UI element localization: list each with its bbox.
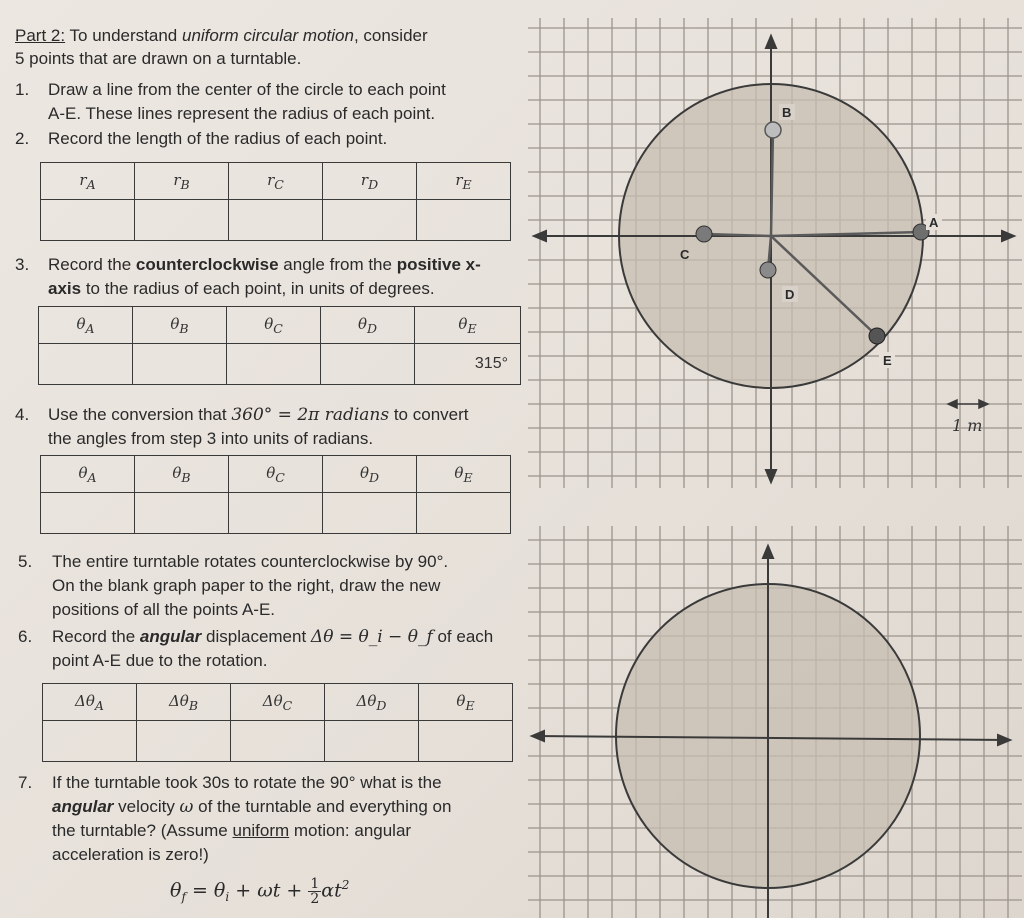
top-graph [528,18,1022,488]
step3-text-f: to the radius of each point, in units of degrees. [81,279,435,298]
header-thetaA-rad: $\theta_A$ [41,456,135,493]
step7-text-b: velocity [113,797,180,816]
cell-thetaB-deg[interactable] [133,344,227,385]
step7-line2 [52,795,451,819]
step7-text-uniform: uniform [232,821,290,840]
step1-num: 1. [15,80,30,99]
step7-text-e: the turntable? (Assume [52,821,233,840]
step7-text-a: angular [52,797,114,816]
step5-num: 5. [18,552,33,571]
cell-dthetaC[interactable] [231,721,325,762]
intro-text-a: To understand [65,26,182,45]
header-thetaD-deg: $\theta_D$ [321,307,415,344]
header-thetaD-rad: $\theta_D$ [323,456,417,493]
cell-thetaE-rad[interactable] [417,493,511,534]
label-b: B [782,105,792,120]
degrees-table [38,306,521,385]
scale-label: 1 m [952,416,983,435]
step3-text-b: counterclockwise [135,255,279,274]
point-d [760,262,776,278]
step6-text-b: angular [139,627,202,646]
header-thetaE-rad: $\theta_E$ [417,456,511,493]
intro-line-1 [15,24,428,47]
header-dthetaB: $\Delta\theta_B$ [137,684,231,721]
radians-table [40,455,511,534]
step2-num: 2. [15,129,30,148]
step5-line1: The entire turntable rotates counterclockwise by 90°. [52,552,449,571]
bottom-x-arrow-left [532,731,544,741]
header-rC: $r_C$ [229,163,323,200]
cell-dthetaA[interactable] [43,721,137,762]
cell-thetaE-disp[interactable] [419,721,513,762]
header-thetaA-deg: $\theta_A$ [39,307,133,344]
step7-num: 7. [18,773,33,792]
step3-text-c: angle from the [278,255,397,274]
header-thetaB-rad: $\theta_B$ [135,456,229,493]
point-b [765,122,781,138]
step4-num: 4. [15,405,30,424]
step3-num: 3. [15,255,30,274]
header-thetaE-disp: $\theta_E$ [419,684,513,721]
point-e [869,328,885,344]
step7-line1: If the turntable took 30s to rotate the 90° what is the [52,773,442,792]
cell-thetaE-deg[interactable]: 315° [415,344,521,385]
kinematics-equation: $\theta_f = \theta_i + \omega t$ + $\frac{1}{2}$ $\alpha t^2$ [170,875,350,907]
header-rD: $r_D$ [323,163,417,200]
step3-line1 [48,253,481,276]
step6-text-a: Record the [52,627,140,646]
y-axis-arrow-down [766,470,776,482]
label-a: A [929,215,939,230]
header-rA: $r_A$ [41,163,135,200]
step1-line1: Draw a line from the center of the circle to each point [48,80,446,99]
step5-line3: positions of all the points A-E. [52,600,276,619]
step5-line2: On the blank graph paper to the right, draw the new [52,576,441,595]
scale-arrow [948,400,988,408]
bottom-graph [528,526,1022,918]
header-thetaE-deg: $\theta_E$ [415,307,521,344]
cell-rD[interactable] [323,200,417,241]
intro-text-b: uniform circular motion [181,26,354,45]
step7-text-f: motion: angular [289,821,412,840]
cell-thetaC-rad[interactable] [229,493,323,534]
header-dthetaC: $\Delta\theta_C$ [231,684,325,721]
step3-text-d: positive x- [396,255,481,274]
displacement-table [42,683,513,762]
cell-rA[interactable] [41,200,135,241]
cell-thetaD-rad[interactable] [323,493,417,534]
step3-text-a: Record the [48,255,136,274]
bottom-y-arrow-up [763,546,773,558]
step4-text-c: to convert [389,405,469,424]
cell-rB[interactable] [135,200,229,241]
step6-text-c: displacement [201,627,311,646]
header-thetaB-deg: $\theta_B$ [133,307,227,344]
header-dthetaD: $\Delta\theta_D$ [325,684,419,721]
step7-line4: acceleration is zero!) [52,845,209,864]
step3-line2 [48,277,435,300]
label-c: C [680,247,690,262]
point-c [696,226,712,242]
step3-text-e: axis [48,279,82,298]
step6-text-e: of each [432,627,494,646]
cell-rC[interactable] [229,200,323,241]
part-title: Part 2: [15,26,66,45]
header-thetaC-deg: $\theta_C$ [227,307,321,344]
step7-line3 [52,819,411,842]
intro-line-2: 5 points that are drawn on a turntable. [15,49,302,68]
step7-text-d: of the turntable and everything on [193,797,452,816]
omega-symbol: ω [179,797,194,817]
cell-rE[interactable] [417,200,511,241]
cell-thetaA-deg[interactable] [39,344,133,385]
x-axis-arrow-right [1002,231,1014,241]
step1-line2: A-E. These lines represent the radius of each point. [48,104,436,123]
cell-thetaD-deg[interactable] [321,344,415,385]
step6-equation: Δθ = θ_i − θ_f [310,627,433,647]
cell-dthetaB[interactable] [137,721,231,762]
label-d: D [785,287,795,302]
cell-thetaB-rad[interactable] [135,493,229,534]
header-thetaC-rad: $\theta_C$ [229,456,323,493]
intro-text-c: , consider [353,26,428,45]
cell-dthetaD[interactable] [325,721,419,762]
step2-line1: Record the length of the radius of each point. [48,129,388,148]
step6-line2: point A-E due to the rotation. [52,651,268,670]
label-e: E [883,353,892,368]
y-axis-arrow-up [766,36,776,48]
step6-line1 [52,625,493,649]
header-dthetaA: $\Delta\theta_A$ [43,684,137,721]
step4-line1 [48,403,468,427]
cell-thetaA-rad[interactable] [41,493,135,534]
header-rB: $r_B$ [135,163,229,200]
header-rE: $r_E$ [417,163,511,200]
step4-line2: the angles from step 3 into units of radians. [48,429,374,448]
cell-thetaC-deg[interactable] [227,344,321,385]
radius-table [40,162,511,241]
step6-num: 6. [18,627,33,646]
step4-equation: 360° = 2π radians [231,405,390,425]
step4-text-a: Use the conversion that [48,405,232,424]
x-axis-arrow-left [534,231,546,241]
